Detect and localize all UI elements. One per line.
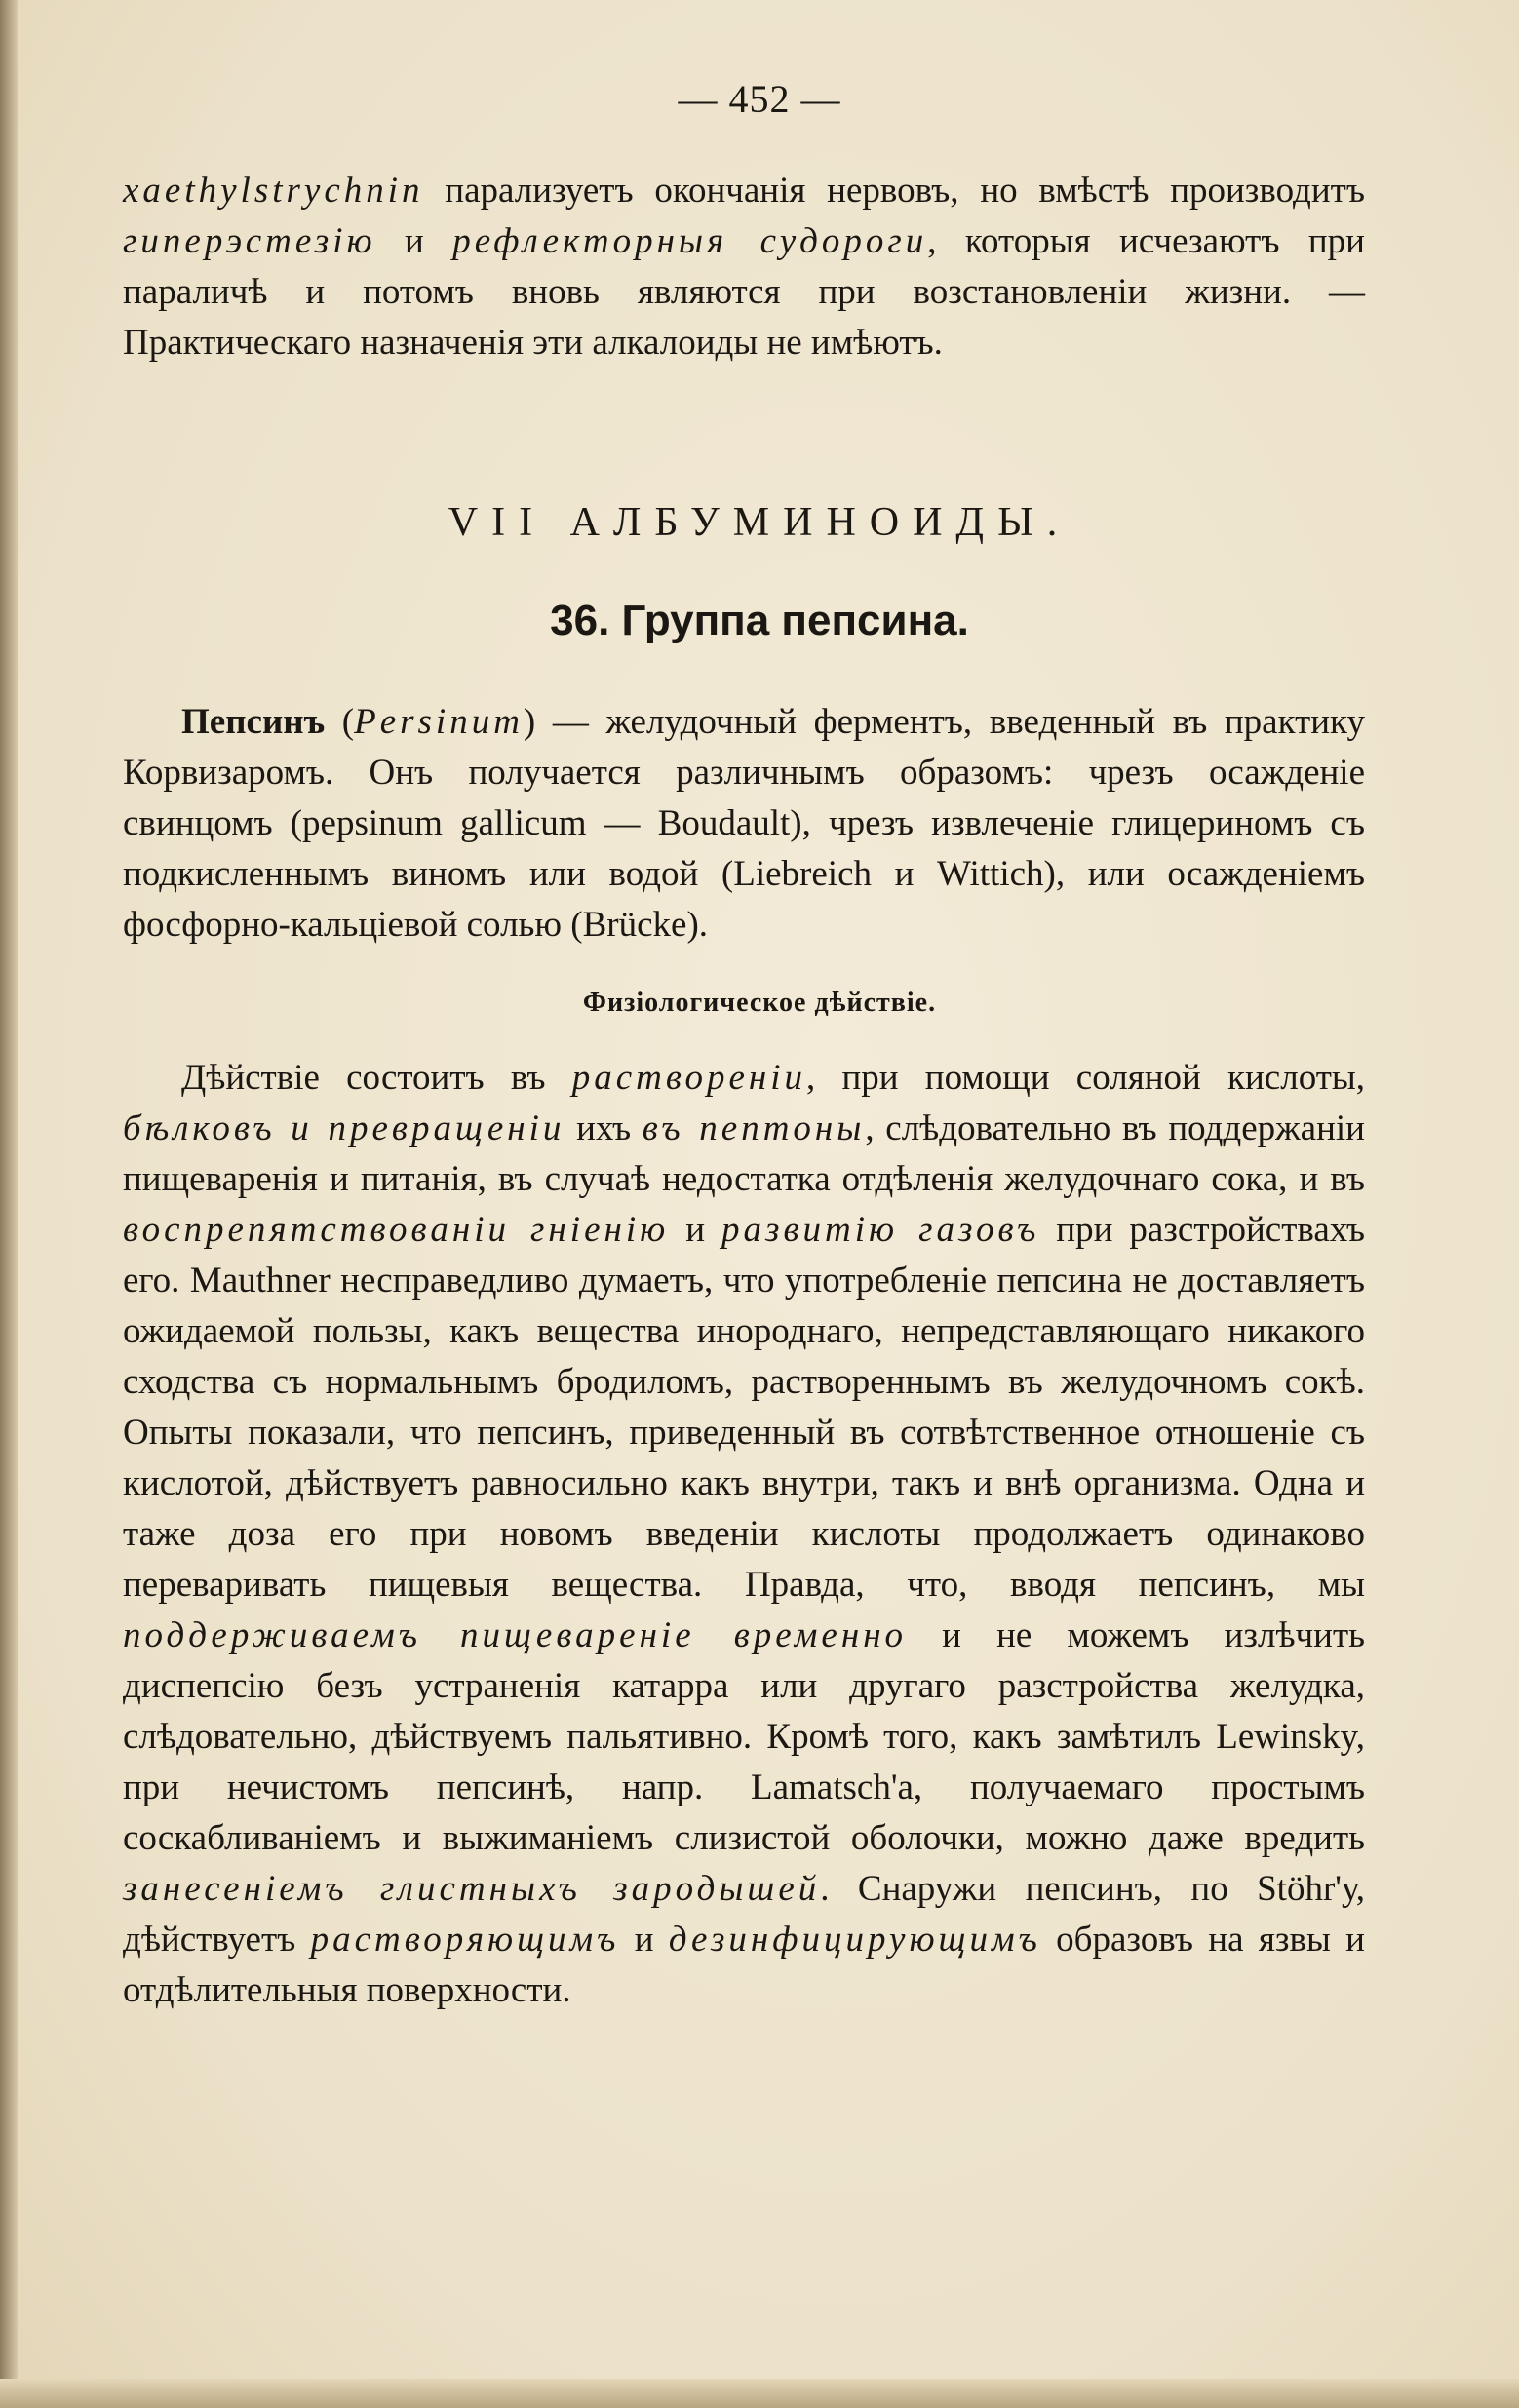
para3-text-6: при разстройствахъ его. Mauthner несправедливо думаетъ, что употребленіе пепсина не доставляетъ ожидаемой пользы, какъ вещества инороднаго, непредставляющаго никакого сходства съ нормальнымъ бродиломъ, раствореннымъ въ желудочномъ сокѣ. Опыты показали, что пепсинъ, приведенный въ сотвѣтственное отношеніе съ кислотой, дѣйствуетъ равносильно какъ внутри, такъ и внѣ организма. Одна и таже доза его при новомъ введеніи кислоты продолжаетъ одинаково переваривать пищевыя вещества. Правда, что, вводя пепсинъ, мы [123,1210,1365,1605]
para1-text-2: и [375,221,453,261]
para2-term-latin: Persinum [354,702,524,742]
para3-text-1: Дѣйствіе состоитъ въ [181,1058,572,1098]
para2-text-1: ( [325,702,355,742]
page-number: — 452 — [678,77,841,121]
para1-term-1: xaethylstrychnin [123,171,424,211]
para3-term-3: въ пептоны [642,1108,866,1148]
para2-text-2: ) — желудочный ферментъ, введенный въ практику Корвизаромъ. Онъ получается различнымъ образомъ: чрезъ осажденіе свинцомъ (pepsinum gallicum — Boudault), чрезъ извлеченіе глицериномъ съ подкисленнымъ виномъ или водой (Liebreich и Wittich), или осажденіемъ фосфорно-кальціевой солью (Brücke). [123,702,1365,945]
subheading: Физіологическое дѣйствіе. [582,988,937,1018]
para1-text-3: , которыя исчезаютъ при параличѣ и потомъ вновь являются при возстановленіи жизни. — Практическаго назначенія эти алкалоиды не имѣютъ. [123,221,1365,363]
para3-text-3: ихъ [565,1108,643,1148]
para2-term-pepsin: Пепсинъ [181,702,326,742]
para3-text-8: . Снаружи пепсинъ, по Stöhr'у, дѣйствуетъ [123,1869,1365,1960]
para3-term-7: занесеніемъ глистныхъ зародышей [123,1869,821,1909]
para3-term-2: бѣлковъ и превращеніи [123,1108,565,1148]
para1-term-3: рефлекторныя судороги [452,221,928,261]
para3-term-1: раствореніи [571,1058,807,1098]
page-bottom-edge [0,2379,1519,2408]
paragraph-2 [123,697,1365,951]
para3-text-4: , слѣдовательно въ поддержаніи пищеваренія и питанія, въ случаѣ недостатка отдѣленія желудочнаго сока, и въ [123,1108,1365,1199]
group-title: 36. Группа пепсина. [550,597,969,644]
para3-term-4: воспрепятствованіи гніенію [123,1210,670,1250]
para3-text-10: образовъ на язвы и отдѣлительныя поверхности. [123,1920,1365,2010]
para3-text-2: , при помощи соляной кислоты, [806,1058,1365,1098]
para3-term-5: развитію газовъ [721,1210,1040,1250]
section-title: VII АЛБУМИНОИДЫ. [448,500,1071,545]
para3-term-6: поддерживаемъ пищевареніе временно [123,1615,908,1655]
para1-term-2: гиперэстезію [123,221,376,261]
para1-text-1: парализуетъ окончанія нервовъ, но вмѣстѣ производитъ [423,171,1365,211]
para3-text-5: и [669,1210,722,1250]
paragraph-1 [123,166,1365,369]
para3-text-7: и не можемъ излѣчить диспепсію безъ устраненія катарра или другаго разстройства желудка, слѣдовательно, дѣйствуемъ пальятивно. Кромѣ того, какъ замѣтилъ Lewinsky, при нечистомъ пепсинѣ, напр. Lamatsch'а, получаемаго простымъ соскабливаніемъ и выжиманіемъ слизистой оболочки, можно даже вредить [123,1615,1365,1858]
para3-text-9: и [619,1920,669,1960]
para3-term-8: растворяющимъ [310,1920,620,1960]
paragraph-3 [123,1053,1365,2016]
para3-term-9: дезинфицирующимъ [668,1920,1041,1960]
binding-gutter [0,0,18,2408]
